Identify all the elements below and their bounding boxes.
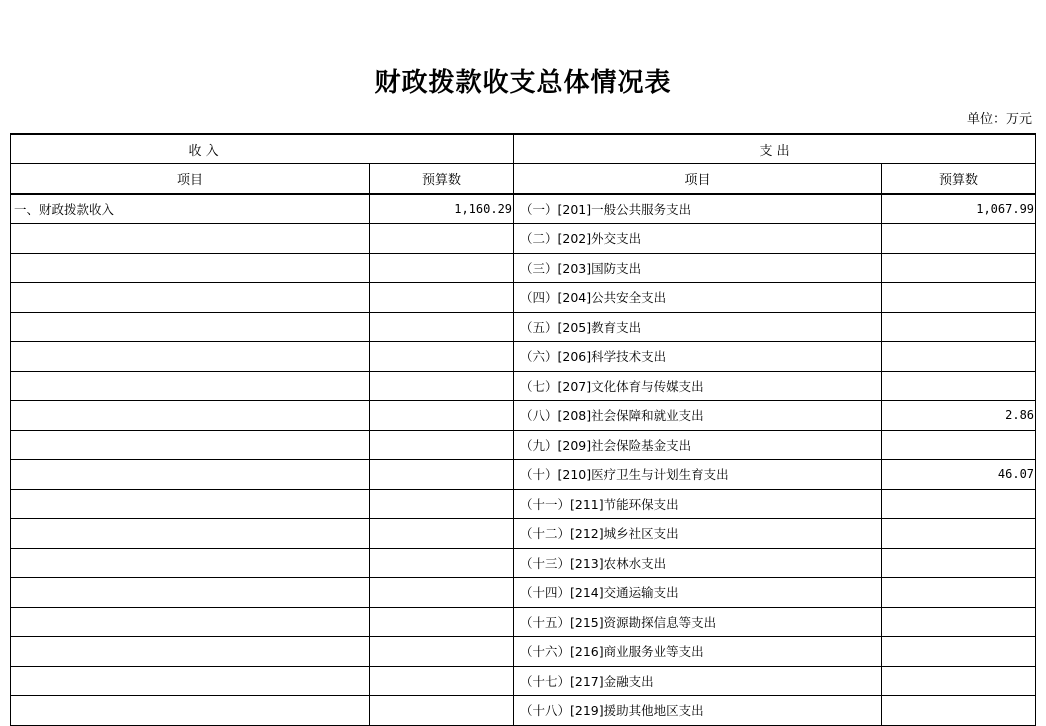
expense-amount-cell [882,637,1036,667]
expense-amount-cell [882,224,1036,254]
income-amount-cell [370,637,514,667]
table-row [11,460,1036,490]
income-amount-cell [370,666,514,696]
income-item-cell [11,430,370,460]
page-title: 财政拨款收支总体情况表 [374,68,672,98]
income-amount-cell [370,696,514,726]
income-item-cell: 一、财政拨款收入 [11,194,370,224]
expense-amount-cell [882,430,1036,460]
income-item-cell [11,578,370,608]
income-amount-cell [370,489,514,519]
income-amount-cell [370,401,514,431]
income-amount-cell [370,371,514,401]
income-section-header: 收 入 [11,134,514,164]
income-item-cell [11,607,370,637]
expense-amount-cell [882,519,1036,549]
expense-amount-cell: 1,067.99 [882,194,1036,224]
expense-item-cell: （十一）[211]节能环保支出 [514,489,882,519]
income-amount-cell [370,548,514,578]
expense-item-cell: （八）[208]社会保障和就业支出 [514,401,882,431]
expense-amount-cell [882,371,1036,401]
expense-item-cell: （十四）[214]交通运输支出 [514,578,882,608]
income-item-cell [11,401,370,431]
income-amount-cell [370,430,514,460]
income-item-cell [11,696,370,726]
table-row [11,194,1036,224]
income-amount-cell [370,519,514,549]
table-row [11,548,1036,578]
income-budget-header: 预算数 [370,164,514,194]
expense-item-cell: （十八）[219]援助其他地区支出 [514,696,882,726]
income-item-header: 项目 [11,164,370,194]
table-row [11,637,1036,667]
expense-item-cell: （十）[210]医疗卫生与计划生育支出 [514,460,882,490]
table-row [11,224,1036,254]
income-amount-cell [370,607,514,637]
expense-amount-cell: 46.07 [882,460,1036,490]
expense-item-cell: （十七）[217]金融支出 [514,666,882,696]
section-header-row [11,134,1036,164]
expense-section-header: 支 出 [514,134,1036,164]
income-item-cell [11,637,370,667]
income-amount-cell [370,283,514,313]
table-row [11,696,1036,726]
expense-amount-cell [882,696,1036,726]
expense-amount-cell: 2.86 [882,401,1036,431]
income-amount-cell [370,460,514,490]
table-row [11,666,1036,696]
table-row [11,371,1036,401]
income-amount-cell [370,253,514,283]
income-amount-cell [370,342,514,372]
income-item-cell [11,519,370,549]
income-item-cell [11,342,370,372]
expense-budget-header: 预算数 [882,164,1036,194]
income-item-cell [11,283,370,313]
expense-amount-cell [882,666,1036,696]
income-item-cell [11,460,370,490]
income-item-cell [11,224,370,254]
income-amount-cell [370,312,514,342]
income-item-cell [11,253,370,283]
income-item-cell [11,548,370,578]
table-row [11,342,1036,372]
income-item-cell [11,489,370,519]
expense-item-cell: （三）[203]国防支出 [514,253,882,283]
expense-amount-cell [882,312,1036,342]
expense-amount-cell [882,548,1036,578]
expense-item-cell: （二）[202]外交支出 [514,224,882,254]
expense-item-cell: （一）[201]一般公共服务支出 [514,194,882,224]
expense-item-cell: （十六）[216]商业服务业等支出 [514,637,882,667]
income-item-cell [11,666,370,696]
table-body [11,194,1036,726]
expense-item-cell: （十二）[212]城乡社区支出 [514,519,882,549]
expense-item-cell: （六）[206]科学技术支出 [514,342,882,372]
unit-label: 单位：万元 [966,112,1032,127]
expense-amount-cell [882,607,1036,637]
expense-item-cell: （七）[207]文化体育与传媒支出 [514,371,882,401]
income-amount-cell: 1,160.29 [370,194,514,224]
expense-item-cell: （十三）[213]农林水支出 [514,548,882,578]
table-row [11,578,1036,608]
expense-item-header: 项目 [514,164,882,194]
table-row [11,283,1036,313]
table-row [11,519,1036,549]
expense-amount-cell [882,578,1036,608]
income-amount-cell [370,578,514,608]
expense-item-cell: （九）[209]社会保险基金支出 [514,430,882,460]
expense-amount-cell [882,342,1036,372]
income-amount-cell [370,224,514,254]
table-row [11,430,1036,460]
table-row [11,401,1036,431]
budget-table [10,133,1036,726]
table-row [11,607,1036,637]
expense-amount-cell [882,283,1036,313]
expense-item-cell: （四）[204]公共安全支出 [514,283,882,313]
table-row [11,253,1036,283]
expense-amount-cell [882,489,1036,519]
column-header-row [11,164,1036,194]
table-row [11,489,1036,519]
income-item-cell [11,371,370,401]
expense-item-cell: （十五）[215]资源勘探信息等支出 [514,607,882,637]
income-item-cell [11,312,370,342]
table-row [11,312,1036,342]
expense-amount-cell [882,253,1036,283]
expense-item-cell: （五）[205]教育支出 [514,312,882,342]
